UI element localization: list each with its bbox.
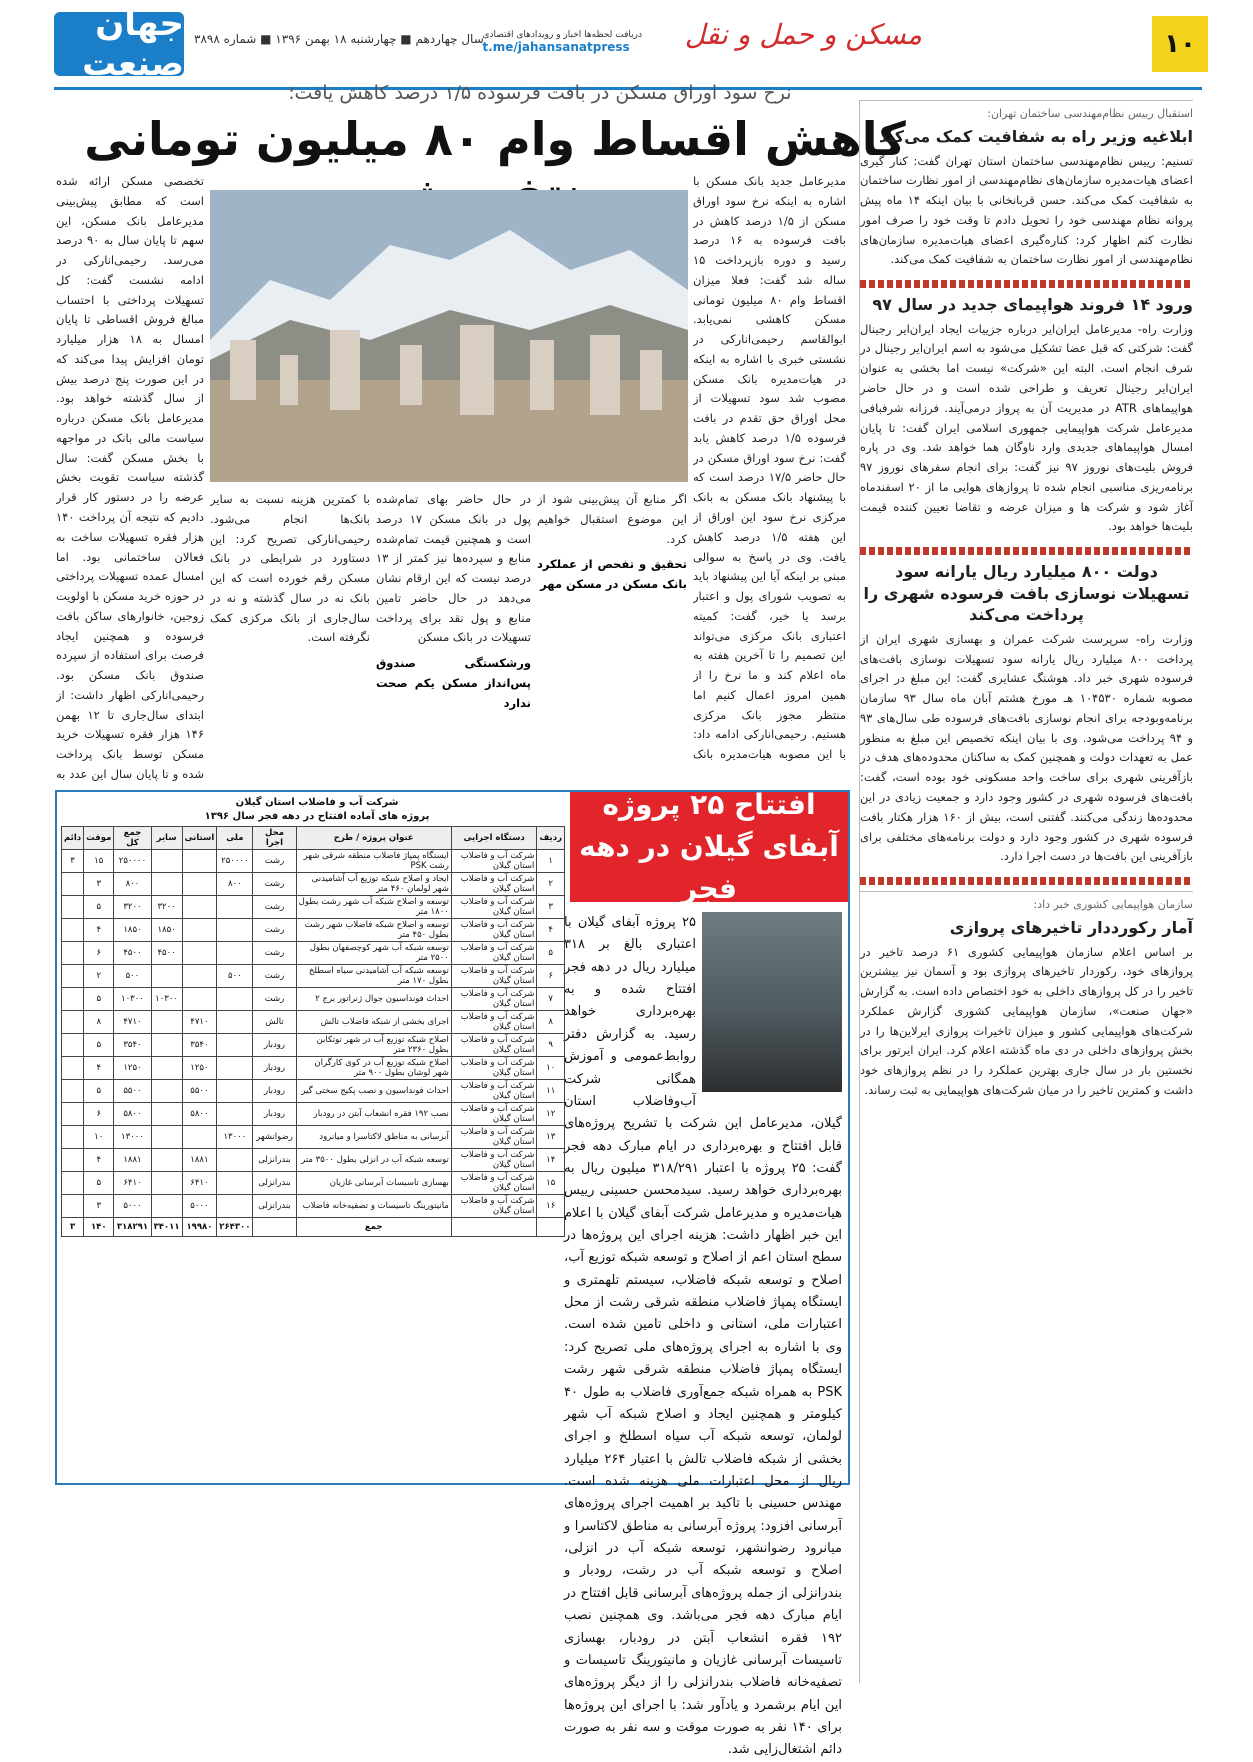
- table-cell: شرکت آب و فاضلاب استان گیلان: [451, 896, 537, 919]
- table-cell: آبرسانی به مناطق لاکتاسرا و میانرود: [296, 1126, 451, 1149]
- table-cell: [62, 1034, 84, 1057]
- table-cell: [151, 1172, 182, 1195]
- table-cell: [217, 942, 253, 965]
- section-title: مسکن و حمل و نقل: [684, 18, 922, 51]
- table-cell: [62, 988, 84, 1011]
- table-cell: ۵: [84, 1172, 114, 1195]
- table-cell: ۶: [537, 965, 565, 988]
- lead-col-4-text: در حال حاضر بهای تمام‌شده پول در بانک مسکن ۱۷ درصد است و همچنین قیمت تمام‌شده منابع و سپرده‌ها نیز کمتر از ۱۳ درصد نیست که این ارقام نشان می‌دهد در حال حاضر تامین منابع و پول نقد برای پرداخت تسهیلات در بانک مسکن: [376, 492, 531, 645]
- table-cell: اصلاح شبکه توزیع آب در کوی کارگران شهر لوشان بطول ۹۰۰ متر: [296, 1057, 451, 1080]
- tehran-mountain-photo: [210, 190, 688, 482]
- table-cell: شرکت آب و فاضلاب استان گیلان: [451, 1172, 537, 1195]
- table-cell: شرکت آب و فاضلاب استان گیلان: [451, 988, 537, 1011]
- news-item-1-overline: استقبال رییس نظام‌مهندسی ساختمان تهران:: [860, 100, 1193, 124]
- table-cell: ۱۵: [84, 850, 114, 873]
- table-cell: رودبار: [253, 1057, 296, 1080]
- table-cell: ۴: [84, 919, 114, 942]
- table-cell: [182, 850, 217, 873]
- table-cell: ۴: [84, 1149, 114, 1172]
- table-cell: [62, 1126, 84, 1149]
- table-header-cell: سایر: [151, 827, 182, 850]
- news-item-1: [860, 100, 1193, 270]
- table-cell: تالش: [253, 1011, 296, 1034]
- table-row: [62, 1011, 565, 1034]
- table-total-cell: ۳: [62, 1218, 84, 1237]
- table-cell: ۵۸۰۰: [114, 1103, 151, 1126]
- news-item-1-title: ابلاغیه وزیر راه به شفافیت کمک می‌کند: [879, 126, 1193, 146]
- table-cell: [151, 1126, 182, 1149]
- table-cell: رضوانشهر: [253, 1126, 296, 1149]
- table-cell: [217, 1149, 253, 1172]
- table-header-cell: ملی: [217, 827, 253, 850]
- table-cell: ۱۸۵۰: [151, 919, 182, 942]
- table-cell: رودبار: [253, 1103, 296, 1126]
- table-cell: [151, 873, 182, 896]
- table-cell: اجرای بخشی از شبکه فاضلاب تالش: [296, 1011, 451, 1034]
- table-header-cell: دائم: [62, 827, 84, 850]
- table-cell: ۴۷۱۰: [114, 1011, 151, 1034]
- table-row: [62, 1103, 565, 1126]
- table-cell: ۵: [84, 1080, 114, 1103]
- news-item-4-overline: سازمان هواپیمایی کشوری خبر داد:: [860, 891, 1193, 915]
- table-cell: رشت: [253, 988, 296, 1011]
- table-cell: ۵۵۰۰: [182, 1080, 217, 1103]
- table-cell: رشت: [253, 919, 296, 942]
- table-cell: [217, 1080, 253, 1103]
- table-cell: [151, 1149, 182, 1172]
- table-cell: ۵۰۰۰: [114, 1195, 151, 1218]
- gilan-body: ۲۵ پروژه آبفای گیلان با اعتباری بالغ بر ۳۱۸ میلیارد ریال در دهه فجر افتتاح شده و به بهره‌برداری خواهد رسید. به گزارش دفتر روابط‌عمومی و آموزش همگانی شرکت آب‌وفاضلاب استان گیلان، مدیرعامل این شرکت با تشریح پروژه‌های قابل افتتاح و بهره‌برداری در ایام مبارک دهه فجر گفت: ۲۵ پروژه با اعتبار ۳۱۸/۲۹۱ میلیون ریال به بهره‌برداری خواهد رسید. سیدمحسن حسینی رییس هیات‌مدیره و مدیرعامل شرکت آبفای گیلان با اعلام این خبر اظهار داشت: هزینه اجرای این پروژه‌ها در سطح استان اعم از اصلاح و توسعه شبکه توزیع آب، اصلاح و توسعه شبکه فاضلاب، سیستم تلهمتری و ایستگاه پمپاژ فاضلاب منطقه شرقی رشت از محل اعتبارات ملی، استانی و داخلی تامین شده است. وی با اشاره به اجرای پروژه‌های ملی تصریح کرد: ایستگاه پمپاژ فاضلاب منطقه شرقی شهر رشت PSK به همراه شبکه جمع‌آوری فاضلاب به طول ۴۰ کیلومتر و همچنین ایجاد و اصلاح شبکه آب شهر لولمان، توسعه شبکه آب سیاه اسطلخ و اجرای بخشی از شبکه فاضلاب تالش با اعتبار ۲۶۴ میلیارد ریال از محل اعتبارات ملی هزینه شده است. مهندس حسینی با تاکید بر اهمیت اجرای پروژه‌های آبرسانی افزود: پروژه آبرسانی به مناطق لاکتاسرا و میانرود رضوانشهر، توسعه شبکه آب در انزلی، اصلاح و توسعه شبکه آب در رشت، رودبار و بندرانزلی از جمله پروژه‌های آبرسانی قابل افتتاح در ایام مبارک دهه فجر می‌باشد. وی همچنین نصب ۱۹۲ فقره انشعاب آبتن در رودبار، بهسازی تاسیسات آبرسانی غازیان و مانیتورینگ تاسیسات و تصفیه‌خانه فاضلاب بندرانزلی را از دیگر پروژه‌های این ایام برشمرد و یادآور شد: با اجرای این پروژه‌ها برای ۱۴۰ نفر به صورت موقت و سه نفر به صورت دائم اشتغال‌زایی شد.: [564, 915, 842, 1758]
- table-cell: ۵: [84, 988, 114, 1011]
- table-cell: ۳: [537, 896, 565, 919]
- table-body: [62, 850, 565, 1237]
- issue-line: سال چهاردهم ■ چهارشنبه ۱۸ بهمن ۱۳۹۶ ■ شماره ۳۸۹۸: [194, 32, 484, 46]
- table-cell: شرکت آب و فاضلاب استان گیلان: [451, 1103, 537, 1126]
- table-cell: ۱۳: [537, 1126, 565, 1149]
- table-cell: [151, 1080, 182, 1103]
- table-cell: شرکت آب و فاضلاب استان گیلان: [451, 1011, 537, 1034]
- right-news-column: [859, 100, 1199, 1683]
- table-row: [62, 1080, 565, 1103]
- lead-col-2: [56, 172, 204, 782]
- table-cell: [182, 896, 217, 919]
- table-cell: شرکت آب و فاضلاب استان گیلان: [451, 1195, 537, 1218]
- table-cell: شرکت آب و فاضلاب استان گیلان: [451, 942, 537, 965]
- table-cell: [62, 1195, 84, 1218]
- table-cell: شرکت آب و فاضلاب استان گیلان: [451, 919, 537, 942]
- table-cell: اصلاح شبکه توزیع آب در شهر توتکابن بطول ۲۳۶۰ متر: [296, 1034, 451, 1057]
- table-cell: رشت: [253, 873, 296, 896]
- table-cell: ۱۴: [537, 1149, 565, 1172]
- table-cell: [62, 965, 84, 988]
- table-cell: توسعه شبکه آب آشامیدنی سیاه اسطلخ بطول ۱۷۰ متر: [296, 965, 451, 988]
- table-cell: رشت: [253, 942, 296, 965]
- table-cell: ۱۰: [537, 1057, 565, 1080]
- table-cell: ۱۸۵۰: [114, 919, 151, 942]
- lead-col-1: [693, 172, 846, 762]
- table-cell: ۴۵۰۰: [114, 942, 151, 965]
- table-cell: [217, 1057, 253, 1080]
- table-cell: ۳۲۰۰: [151, 896, 182, 919]
- table-row: [62, 942, 565, 965]
- table-cell: ۴: [537, 919, 565, 942]
- table-cell: شرکت آب و فاضلاب استان گیلان: [451, 850, 537, 873]
- table-cell: بندرانزلی: [253, 1149, 296, 1172]
- table-total-cell: [451, 1218, 537, 1237]
- table-cell: ایجاد و اصلاح شبکه توزیع آب آشامیدنی شهر لولمان ۴۶۰ متر: [296, 873, 451, 896]
- table-cell: [62, 1057, 84, 1080]
- table-cell: [62, 1080, 84, 1103]
- table-cell: [182, 965, 217, 988]
- table-cell: ۱۰۳۰۰: [151, 988, 182, 1011]
- table-cell: ۶: [84, 942, 114, 965]
- table-title: شرکت آب و فاضلاب استان گیلان: [235, 797, 399, 808]
- table-total-cell: [537, 1218, 565, 1237]
- table-cell: ۲: [84, 965, 114, 988]
- table-cell: [217, 919, 253, 942]
- table-cell: ۶۴۱۰: [182, 1172, 217, 1195]
- news-item-3-title: دولت ۸۰۰ میلیارد ریال یارانه سود تسهیلات نوسازی بافت فرسوده شهری را پرداخت می‌کند: [863, 562, 1190, 625]
- news-item-4: [860, 891, 1193, 1101]
- table-row: [62, 1126, 565, 1149]
- table-row: [62, 1195, 565, 1218]
- table-cell: مانیتورینگ تاسیسات و تصفیه‌خانه فاضلاب: [296, 1195, 451, 1218]
- table-cell: شرکت آب و فاضلاب استان گیلان: [451, 1126, 537, 1149]
- table-cell: [62, 1172, 84, 1195]
- table-cell: رودبار: [253, 1034, 296, 1057]
- table-cell: احداث فونداسیون و نصب پکیج سختی گیر: [296, 1080, 451, 1103]
- news-item-4-title: آمار رکورددار تاخیرهای پروازی: [949, 917, 1193, 937]
- table-cell: ۱۰: [84, 1126, 114, 1149]
- table-cell: توسعه و اصلاح شبکه آب شهر رشت بطول ۱۸۰۰ متر: [296, 896, 451, 919]
- table-total-cell: [253, 1218, 296, 1237]
- table-cell: ۳۲۰۰: [114, 896, 151, 919]
- table-cell: ۸: [537, 1011, 565, 1034]
- table-cell: [182, 988, 217, 1011]
- table-cell: [151, 1057, 182, 1080]
- table-title-block: [65, 796, 569, 824]
- table-cell: احداث فونداسیون جوال ژنراتور برج ۲: [296, 988, 451, 1011]
- table-cell: ۶۴۱۰: [114, 1172, 151, 1195]
- table-cell: [151, 1195, 182, 1218]
- table-header-cell: محل اجرا: [253, 827, 296, 850]
- table-cell: توسعه و اصلاح شبکه فاضلاب شهر رشت بطول ۴۵۰ متر: [296, 919, 451, 942]
- newspaper-logo: [54, 4, 184, 84]
- table-cell: شرکت آب و فاضلاب استان گیلان: [451, 1034, 537, 1057]
- table-cell: ۱۲: [537, 1103, 565, 1126]
- table-row: [62, 988, 565, 1011]
- table-cell: ۱۳۰۰۰: [217, 1126, 253, 1149]
- table-cell: ۲: [537, 873, 565, 896]
- table-cell: ۹: [537, 1034, 565, 1057]
- table-cell: ۱: [537, 850, 565, 873]
- table-cell: شرکت آب و فاضلاب استان گیلان: [451, 1080, 537, 1103]
- table-row: [62, 1057, 565, 1080]
- table-total-cell: جمع: [296, 1218, 451, 1237]
- table-row: [62, 896, 565, 919]
- table-cell: [62, 1149, 84, 1172]
- table-cell: شرکت آب و فاضلاب استان گیلان: [451, 965, 537, 988]
- news-item-2: [860, 294, 1193, 537]
- projects-table: [61, 826, 565, 1237]
- lead-col-5-text: با کمترین هزینه نسبت به سایر بانک‌ها انجام می‌شود. رحیمی‌انارکی تصریح کرد: این دستاورد در شرایطی در بانک مسکن رقم خورده است که این بانک نه در سال گذشته و نه در سال‌جاری از بانک مرکزی کمک نگرفته است.: [210, 492, 370, 645]
- table-cell: [217, 1011, 253, 1034]
- news-item-2-body: وزارت راه- مدیرعامل ایران‌ایر درباره جزییات ایجاد ایران‌ایر رجینال گفت: شرکتی که قبل عضا تشکیل می‌شود به اسم ایران‌ایر رجینال در شرف انجام است. البته این «شرکت» نیست اما بخشی به عنوان ایران‌ایر رجینال تعریف و طراحی شده است و در حال حاضر هواپیماهای ATR در مدیریت آن به پرواز درمی‌آیند. فرزانه شرفبافی مدیرعامل شرکت هواپیمایی جمهوری اسلامی ایران گفت: تا پایان امسال هواپیماهای جدیدی وارد ناوگان هما خواهد شد. وی در پاره فروش بلیت‌های نوروز ۹۷ نیز گفت: برای انجام سفرهای نوروز ۹۷ برنامه‌ریزی مناسبی انجام شده تا پروازهای هوایی ما از ۲۰ اسفندماه آغاز شود و شرکت ها و میزان عرضه و تقاضا تعیین کننده قیمت بلیت‌ها خواهد بود.: [860, 321, 1194, 534]
- table-cell: ۱۲۵۰: [182, 1057, 217, 1080]
- news-item-2-title: ورود ۱۴ فروند هواپیمای جدید در سال ۹۷: [872, 295, 1193, 315]
- page-number: ۱۰: [1152, 16, 1208, 72]
- lead-col-5: [210, 490, 370, 780]
- table-total-cell: ۳۱۸۲۹۱: [114, 1218, 151, 1237]
- table-cell: ۳۵۴۰: [114, 1034, 151, 1057]
- table-cell: ۱۸۸۱: [114, 1149, 151, 1172]
- table-subtitle: پروژه های آماده افتتاح در دهه فجر سال ۱۳۹۶: [204, 811, 430, 822]
- table-cell: ۱۸۸۱: [182, 1149, 217, 1172]
- table-cell: ۵۵۰۰: [114, 1080, 151, 1103]
- lead-col-3: [537, 490, 687, 780]
- table-cell: رشت: [253, 965, 296, 988]
- table-cell: شرکت آب و فاضلاب استان گیلان: [451, 1149, 537, 1172]
- table-cell: [151, 965, 182, 988]
- news-item-3: [860, 561, 1193, 867]
- table-cell: ۸۰۰: [114, 873, 151, 896]
- table-cell: ۳: [84, 1195, 114, 1218]
- gilan-advertorial: [55, 788, 850, 1758]
- table-header-cell: دستگاه اجرایی: [451, 827, 537, 850]
- table-cell: [182, 942, 217, 965]
- table-header-cell: جمع کل: [114, 827, 151, 850]
- table-cell: ۵۰۰: [114, 965, 151, 988]
- table-cell: رودبار: [253, 1080, 296, 1103]
- table-cell: ۶: [84, 1103, 114, 1126]
- table-cell: [217, 988, 253, 1011]
- table-cell: ۳: [62, 850, 84, 873]
- table-cell: [62, 1103, 84, 1126]
- table-cell: [62, 873, 84, 896]
- brand-text: جهان صنعت: [82, 4, 184, 84]
- divider: [860, 877, 1193, 885]
- subhead-2: تحقیق و تفحص از عملکرد بانک مسکن در مسکن مهر: [537, 557, 687, 592]
- news-item-4-body: بر اساس اعلام سازمان هواپیمایی کشوری ۶۱ درصد تاخیر در پروازهای خود، رکوردار تاخیرهای پروازی بود و آسمان نیز بیشترین تاخیر را در کل پروازهای داخلی به خود اختصاص داده است. به گزارش «جهان صنعت»، سازمان هواپیمایی کشوری گزارش عملکرد شرکت‌های هواپیمایی کشور و میزان تاخیرات پروازی ایرلاین‌ها را در بخش پروازهای داخلی در دی ماه گذشته اعلام کرد. ایران ایرتور برای نخستین بار در سال جاری بهترین عملکرد را در نظم پروازهای خود داشت و کمترین تاخیر را در میان شرکت‌های هواپیمایی به ثبت رساند.: [860, 944, 1194, 1097]
- table-cell: [182, 919, 217, 942]
- table-cell: ایستگاه پمپاژ فاضلاب منطقه شرقی شهر رشت PSK: [296, 850, 451, 873]
- table-header-cell: ردیف: [537, 827, 565, 850]
- table-cell: ۱۱: [537, 1080, 565, 1103]
- telegram-caption: دریافت لحظه‌ها اخبار و رویدادهای اقتصادی: [482, 30, 642, 40]
- table-row: [62, 850, 565, 873]
- table-row: [62, 919, 565, 942]
- lead-headline: کاهش اقساط وام ۸۰ میلیون تومانی: [84, 112, 906, 166]
- table-cell: ۱۵: [537, 1172, 565, 1195]
- table-header-row: [62, 827, 565, 850]
- table-row: [62, 873, 565, 896]
- table-cell: رشت: [253, 850, 296, 873]
- table-cell: ۱۲۵۰: [114, 1057, 151, 1080]
- table-cell: [182, 873, 217, 896]
- table-cell: ۸: [84, 1011, 114, 1034]
- table-cell: ۸۰۰: [217, 873, 253, 896]
- table-cell: رشت: [253, 896, 296, 919]
- table-row: [62, 1172, 565, 1195]
- photo-illustration: [210, 190, 688, 482]
- table-cell: ۳: [84, 873, 114, 896]
- lead-overline: نرخ سود اوراق مسکن در بافت فرسوده ۱/۵ درصد کاهش یافت؛: [288, 82, 792, 104]
- table-cell: بندرانزلی: [253, 1195, 296, 1218]
- table-cell: شرکت آب و فاضلاب استان گیلان: [451, 1057, 537, 1080]
- table-header-cell: استانی: [182, 827, 217, 850]
- table-cell: ۵: [537, 942, 565, 965]
- table-cell: [151, 850, 182, 873]
- table-cell: ۲۵۰۰۰۰: [217, 850, 253, 873]
- telegram-link[interactable]: t.me/jahansanatpress: [482, 40, 630, 54]
- table-cell: ۱۶: [537, 1195, 565, 1218]
- gilan-body-wrap: [564, 912, 842, 1758]
- table-cell: [182, 1126, 217, 1149]
- table-cell: [62, 1011, 84, 1034]
- telegram-block[interactable]: [482, 30, 642, 54]
- table-header-cell: موقت: [84, 827, 114, 850]
- table-cell: [151, 1103, 182, 1126]
- subhead-3: ورشکستگی صندوق پس‌انداز مسکن یکم صحت ندارد: [376, 656, 531, 710]
- table-row: [62, 1149, 565, 1172]
- table-cell: [217, 1034, 253, 1057]
- table-cell: ۴۵۰۰: [151, 942, 182, 965]
- table-header-cell: عنوان پروژه / طرح: [296, 827, 451, 850]
- table-cell: بهسازی تاسیسات آبرسانی غازیان: [296, 1172, 451, 1195]
- table-cell: [151, 1034, 182, 1057]
- table-cell: ۱۳۰۰۰: [114, 1126, 151, 1149]
- table-cell: توسعه شبکه آب در انزلی بطول ۳۵۰۰ متر: [296, 1149, 451, 1172]
- table-total-cell: ۲۶۴۳۰۰: [217, 1218, 253, 1237]
- table-cell: [62, 942, 84, 965]
- table-cell: [217, 1172, 253, 1195]
- table-cell: [62, 896, 84, 919]
- table-cell: ۲۵۰۰۰۰: [114, 850, 151, 873]
- table-total-row: [62, 1218, 565, 1237]
- table-cell: ۵۰۰: [217, 965, 253, 988]
- table-row: [62, 1034, 565, 1057]
- table-cell: ۵۸۰۰: [182, 1103, 217, 1126]
- table-total-cell: ۳۴۰۱۱: [151, 1218, 182, 1237]
- lead-col-1-text: مدیرعامل جدید بانک مسکن با اشاره به اینکه نرخ سود اوراق مسکن از ۱/۵ درصد کاهش در بافت فرسوده به ۱۶ درصد رسید و دوره بازپرداخت ۱۵ ساله شد گفت: فعلا میزان اقساط وام ۸۰ میلیون تومانی مسکن کاهشی نمی‌یابد. ابوالقاسم رحیمی‌انارکی در نشستی خبری با اشاره به اینکه در هیات‌مدیره بانک مسکن مصوب شد سود تسهیلات از محل اوراق حق تقدم در بافت فرسوده ۱/۵ درصد کاهش یابد گفت: نرخ سود اوراق مسکن در حال حاضر ۱۷/۵ درصد است که با پیشنهاد بانک مسکن به بانک مرکزی نرخ سود این اوراق از این هفته ۱/۵ درصد کاهش یافت. وی در پاسخ به سوالی مبنی بر اینکه آیا این پیشنهاد باید به تصویب شورای پول و اعتبار برسد یا خیر، گفت: کمیته اعتباری بانک مرکزی می‌تواند این تصمیم را تا آخرین هفته به ماه اعلام کند و ما نرخ را از همین امروز اعمال کنیم اما منتظر مجوز بانک مرکزی هستیم. رحیمی‌انارکی ادامه داد: با این مصوبه هیات‌مدیره بانک: [693, 174, 846, 762]
- divider: [860, 280, 1193, 288]
- divider: [860, 547, 1193, 555]
- table-row: [62, 965, 565, 988]
- ceo-portrait: [702, 912, 842, 1092]
- table-cell: ۵: [84, 896, 114, 919]
- table-cell: [62, 919, 84, 942]
- table-total-cell: ۱۹۹۸۰: [182, 1218, 217, 1237]
- table-cell: شرکت آب و فاضلاب استان گیلان: [451, 873, 537, 896]
- table-cell: [151, 1011, 182, 1034]
- table-cell: [217, 1195, 253, 1218]
- news-item-3-body: وزارت راه- سرپرست شرکت عمران و بهسازی شهری ایران از پرداخت ۸۰۰ میلیارد ریال یارانه سود تسهیلات نوسازی بافت‌های فرسوده شهری خبر داد. هوشنگ عشایری گفت: این مبلغ در اجرای مصوبه شماره ۱۰۴۵۳۰ هـ مورخ هشتم آبان ماه سال ۹۳ سازمان برنامه‌وبودجه برای انجام نوسازی بافت‌های فرسوده طی سال‌های ۹۳ و ۹۴ پرداخت می‌شود. وی با بیان اینکه تخصیص این مبلغ به منظور عمل به تعهدات دولت و همچنین کمک به ساکنان محدوده‌های هدف در بازآفرینی شهری برای ساخت واحد مسکونی خود بوده است، گفت: بافت‌های فرسوده شهری در کشور وجود دارد و جمعیت زیادی در این محدوده‌ها زندگی می‌کنند. گفتنی است، بیش از ۱۶۰ هزار هکتار بافت فرسوده شهری در کشور وجود دارد و دولت برنامه‌های مختلفی برای بازآفرینی این بافت‌ها در دست اجرا دارد.: [860, 631, 1194, 864]
- table-cell: بندرانزلی: [253, 1172, 296, 1195]
- table-cell: ۳۵۴۰: [182, 1034, 217, 1057]
- lead-col-4: [376, 490, 531, 780]
- table-cell: ۵: [84, 1034, 114, 1057]
- masthead: [54, 4, 1202, 90]
- gilan-headline: افتتاح ۲۵ پروژه آبفای گیلان در دهه فجر: [570, 792, 848, 902]
- table-cell: ۷: [537, 988, 565, 1011]
- table-cell: ۵۰۰۰: [182, 1195, 217, 1218]
- table-cell: نصب ۱۹۲ فقره انشعاب آبتن در رودبار: [296, 1103, 451, 1126]
- table-cell: [217, 896, 253, 919]
- news-item-1-body: تسنیم: رییس نظام‌مهندسی ساختمان استان تهران گفت: کنار گیری اعضای هیات‌مدیره سازمان‌های نظام‌مهندسی از امور نظارت ساختمان به شفافیت کمک می‌کند. حسن قربانخانی با بیان اینکه ۱۴ ماه پیش پروانه نظام مهندسی خود را تحویل دادم تا وقت خود را صرف امور نظارت کنم اظهار کرد: کناره‌گیری اعضای هیات‌مدیره سازمان‌های نظام‌مهندسی از امور نظارت ساختمان به شفافیت کمک می‌کند.: [859, 153, 1193, 267]
- table-cell: توسعه شبکه آب شهر کوچصفهان بطول ۲۵۰۰ متر: [296, 942, 451, 965]
- table-cell: [217, 1103, 253, 1126]
- table-cell: ۱۰۳۰۰: [114, 988, 151, 1011]
- table-cell: ۴۷۱۰: [182, 1011, 217, 1034]
- table-total-cell: ۱۴۰: [84, 1218, 114, 1237]
- lead-col-3-text: اگر منابع آن پیش‌بینی شود از این موضوع استقبال خواهیم کرد.: [537, 492, 687, 546]
- table-cell: ۴: [84, 1057, 114, 1080]
- lead-col-2-text: تخصصی مسکن ارائه شده است که مطابق پیش‌بینی مدیرعامل بانک مسکن، این سهم تا پایان سال به ۹۰ درصد می‌رسد. رحیمی‌انارکی در ادامه نشست گفت: کل تسهیلات پرداختی با احتساب مبالغ فروش اقساطی تا پایان امسال به ۱۸ هزار میلیارد تومان افزایش پیدا می‌کند که در این صورت پنج درصد بیش از سال گذشته خواهد بود. مدیرعامل بانک مسکن درباره سیاست مالی بانک در مواجهه با بخش مسکن گفت: سال گذشته سیاست تقویت بخش عرضه را در دستور کار قرار دادیم که نتیجه آن پرداخت ۱۴۰ هزار فقره تسهیلات ساخت به فعالان ساختمانی بود. اما امسال عمده تسهیلات پرداختی در حوزه خرید مسکن با اولویت زوجین، خانوارهای ساکن بافت فرسوده و همچنین ایجاد فرصت برای استفاده از سپرده صندوق بانک مسکن بود. رحیمی‌انارکی اظهار داشت: از ابتدای سال‌جاری تا ۱۲ بهمن ۱۴۶ هزار فقره تسهیلات خرید مسکن توسط بانک پرداخت شده و تا پایان سال این عدد به: [56, 174, 204, 781]
